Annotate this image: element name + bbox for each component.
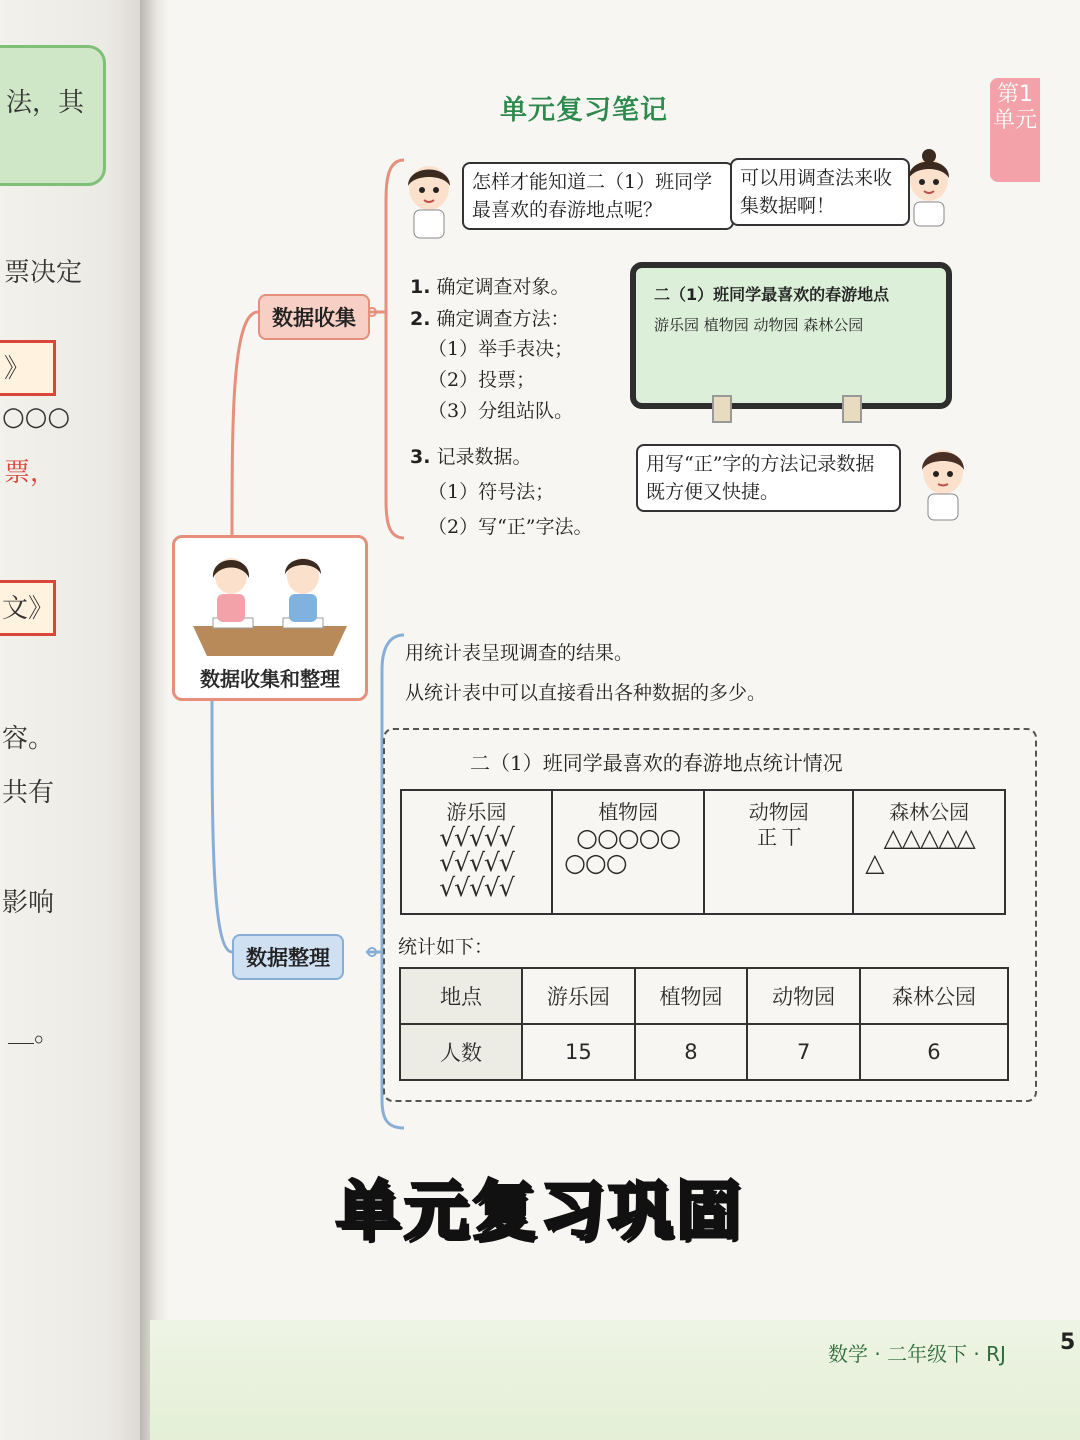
answer-bubble: 可以用调查法来收集数据啊！ (730, 158, 910, 226)
tip-bubble: 用写“正”字的方法记录数据既方便又快捷。 (636, 444, 901, 512)
tally-header: 植物园 (598, 800, 659, 824)
stats-count-cell: 6 (860, 1024, 1008, 1080)
tally-marks: 正 丅 (757, 825, 801, 849)
tally-cell-zoo (704, 790, 853, 914)
stats-header-cell: 地点 (400, 968, 522, 1024)
left-text: 票决定 (4, 258, 83, 288)
tally-header: 动物园 (748, 800, 809, 824)
left-text: 文》 (2, 594, 55, 624)
tally-header: 游乐园 (446, 800, 507, 824)
stats-count-cell: 8 (635, 1024, 748, 1080)
board-leg (842, 395, 862, 423)
tally-marks: √√√√√ (439, 873, 514, 902)
step-3-option-2: （2）写“正”字法。 (428, 516, 593, 538)
data-organization-label: 数据整理 (232, 934, 344, 980)
left-text: 容。 (2, 724, 55, 754)
board-options: 游乐园 植物园 动物园 森林公园 (654, 316, 864, 334)
page-number: 5 (1060, 1330, 1076, 1355)
left-text: 法，其 (6, 88, 85, 118)
tally-cell-amusement-park (401, 790, 552, 914)
step-3: 3. 记录数据。 (410, 446, 532, 468)
left-text: 影响 (2, 888, 55, 918)
survey-board (630, 262, 952, 409)
children-at-desk-icon (183, 548, 357, 658)
stats-header-row (400, 968, 1008, 1024)
left-text: ○○○ (2, 402, 71, 432)
organize-line-1: 用统计表呈现调查的结果。 (405, 642, 634, 664)
stats-count-cell: 7 (747, 1024, 860, 1080)
stats-row-label: 人数 (400, 1024, 522, 1080)
tally-marks: √√√√√ (439, 823, 514, 852)
center-topic-card (172, 535, 368, 701)
girl-avatar-icon (898, 148, 960, 228)
tally-header: 森林公园 (889, 800, 970, 824)
unit-tab: 第1单元 (990, 78, 1040, 182)
left-text: 共有 (2, 778, 55, 808)
stats-table (399, 967, 1009, 1081)
stats-header-cell: 森林公园 (860, 968, 1008, 1024)
tally-table (400, 789, 1006, 915)
stats-header-cell: 游乐园 (522, 968, 635, 1024)
step-3-option-1: （1）符号法； (428, 481, 555, 503)
overlay-caption: 单元复习巩固 (336, 1175, 744, 1249)
left-text: ＿。 (8, 1018, 61, 1048)
stats-count-cell: 15 (522, 1024, 635, 1080)
step-2-option-1: （1）举手表决； (428, 338, 574, 360)
tally-table-title: 二（1）班同学最喜欢的春游地点统计情况 (470, 751, 843, 775)
tally-marks: △△△△△ (883, 823, 975, 852)
step-2: 2. 确定调查方法： (410, 308, 570, 330)
left-text: 》 (4, 354, 31, 384)
page-title: 单元复习笔记 (500, 95, 668, 126)
stats-caption: 统计如下： (398, 936, 494, 958)
stats-count-row (400, 1024, 1008, 1080)
tally-marks: ○○○○○ (576, 823, 681, 852)
center-topic-label: 数据收集和整理 (200, 667, 340, 691)
boy-avatar-icon (398, 160, 460, 240)
tally-cell-botanical-garden (552, 790, 704, 914)
footer-book-info: 数学 · 二年级下 · RJ (828, 1342, 1006, 1366)
data-collection-label: 数据收集 (258, 294, 370, 340)
tally-marks: △ (865, 848, 884, 877)
step-2-option-2: （2）投票； (428, 369, 536, 391)
left-text: 票， (4, 458, 57, 488)
tally-marks: ○○○ (564, 848, 627, 877)
step-2-option-3: （3）分组站队。 (428, 400, 574, 422)
stats-header-cell: 植物园 (635, 968, 748, 1024)
step-1: 1. 确定调查对象。 (410, 276, 570, 298)
organize-line-2: 从统计表中可以直接看出各种数据的多少。 (405, 682, 767, 704)
stats-header-cell: 动物园 (747, 968, 860, 1024)
thinking-girl-avatar-icon (912, 442, 974, 522)
question-bubble: 怎样才能知道二（1）班同学最喜欢的春游地点呢？ (462, 162, 734, 230)
tally-cell-forest-park (853, 790, 1005, 914)
tally-marks: √√√√√ (439, 848, 514, 877)
board-title: 二（1）班同学最喜欢的春游地点 (654, 285, 890, 304)
board-leg (712, 395, 732, 423)
